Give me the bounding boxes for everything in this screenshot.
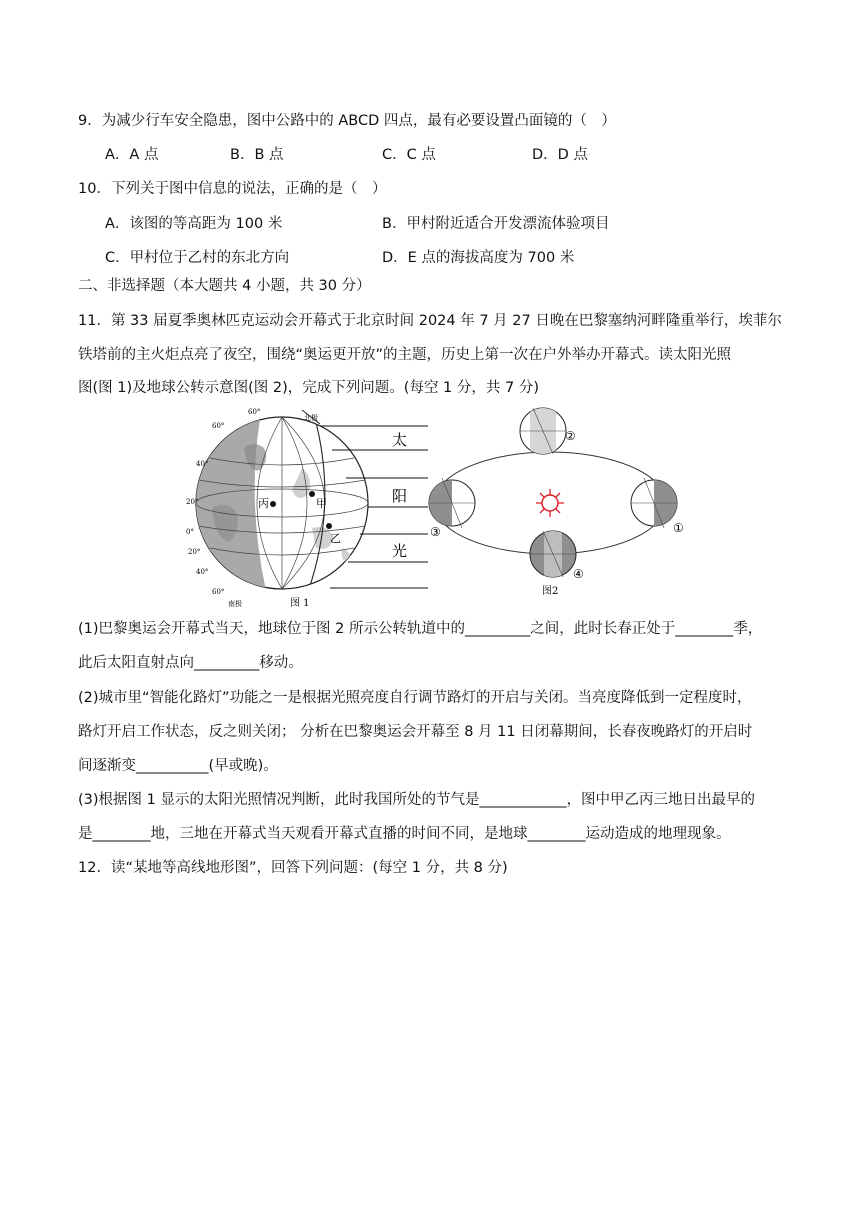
sun-icon <box>536 489 564 517</box>
orbit-number-3: ③ <box>430 525 441 539</box>
sun-char-3: 光 <box>392 542 408 560</box>
q9-option-d: D．D 点 <box>532 147 588 163</box>
orbit-figure-2 <box>422 408 684 597</box>
sun-char-2: 阳 <box>392 487 408 505</box>
q11-sub-2-line-2: 路灯开启工作状态，反之则关闭； 分析在巴黎奥运会开幕至 8 月 11 日闭幕期间，长春夜晚路灯的开启时 <box>78 724 753 740</box>
q10-stem: 10．下列关于图中信息的说法，正确的是（ ） <box>78 181 387 197</box>
q11-sub-2-line-3: 间逐渐变__________(早或晚)。 <box>78 758 278 774</box>
q11-line-1: 11．第 33 届夏季奥林匹克运动会开幕式于北京时间 2024 年 7 月 27 日晚在巴黎塞纳河畔隆重举行，埃菲尔 <box>78 313 782 329</box>
place-label-jia: 甲 <box>316 497 327 510</box>
q11-sub-1-line-1: (1)巴黎奥运会开幕式当天，地球位于图 2 所示公转轨道中的_________之间，此时长春正处于________季， <box>78 621 763 637</box>
lat-label-6: 40° <box>196 568 209 576</box>
section-heading: 二、非选择题（本大题共 4 小题，共 30 分） <box>78 278 371 294</box>
figure-2-caption: 图2 <box>542 586 559 597</box>
sun-char-1: 太 <box>392 431 408 449</box>
q10-option-a: A．该图的等高距为 100 米 <box>105 216 283 232</box>
q11-sub-3-line-2: 是________地，三地在开幕式当天观看开幕式直播的时间不同，是地球________运动造成的地理现象。 <box>78 826 731 842</box>
q11-sub-2-line-1: (2)城市里“智能化路灯”功能之一是根据光照亮度自行调节路灯的开启与关闭。当亮度降低到一定程度时， <box>78 690 752 706</box>
q9-option-a: A．A 点 <box>105 147 159 163</box>
q11-sub-1-line-2: 此后太阳直射点向_________移动。 <box>78 655 303 671</box>
lat-label-5: 20° <box>188 548 201 556</box>
globe-figure-1 <box>186 408 368 609</box>
lat-label-1: 60° <box>212 422 225 430</box>
figure-1-caption: 图 1 <box>290 598 310 609</box>
earth-position-3 <box>422 478 475 528</box>
lat-label-4: 0° <box>186 528 194 536</box>
orbit-number-4: ④ <box>573 567 584 581</box>
south-pole-label: 南极 <box>228 600 242 608</box>
q10-option-b: B．甲村附近适合开发漂流体验项目 <box>382 216 610 232</box>
q10-option-c: C．甲村位于乙村的东北方向 <box>105 250 290 266</box>
lat-label-3: 20° <box>186 498 199 506</box>
place-label-bing: 丙 <box>258 497 269 510</box>
q9-stem: 9．为减少行车安全隐患，图中公路中的 ABCD 四点，最有必要设置凸面镜的（ ） <box>78 113 616 129</box>
lat-label-2: 40° <box>196 460 209 468</box>
q11-sub-3-line-1: (3)根据图 1 显示的太阳光照情况判断，此时我国所处的节气是____________，图中甲乙丙三地日出最早的 <box>78 792 755 808</box>
sunlight-and-orbit-figure <box>186 408 692 609</box>
q12-stem: 12．读“某地等高线地形图”，回答下列问题：(每空 1 分，共 8 分) <box>78 860 508 876</box>
earth-position-4 <box>530 531 576 577</box>
q11-line-3: 图(图 1)及地球公转示意图(图 2)，完成下列问题。(每空 1 分，共 7 分) <box>78 380 539 396</box>
orbit-number-1: ① <box>673 521 684 535</box>
earth-position-2 <box>520 408 566 454</box>
place-label-yi: 乙 <box>330 532 341 545</box>
top-lat-label: 60° <box>248 408 261 416</box>
q9-option-b: B．B 点 <box>230 147 284 163</box>
north-pole-label: 北极 <box>304 414 318 422</box>
q9-option-c: C．C 点 <box>382 147 436 163</box>
lat-label-7: 60° <box>212 588 225 596</box>
orbit-number-2: ② <box>565 429 576 443</box>
q10-option-d: D．E 点的海拔高度为 700 米 <box>382 250 575 266</box>
q11-line-2: 铁塔前的主火炬点亮了夜空，围绕“奥运更开放”的主题，历史上第一次在户外举办开幕式。读太阳光照 <box>78 347 732 363</box>
